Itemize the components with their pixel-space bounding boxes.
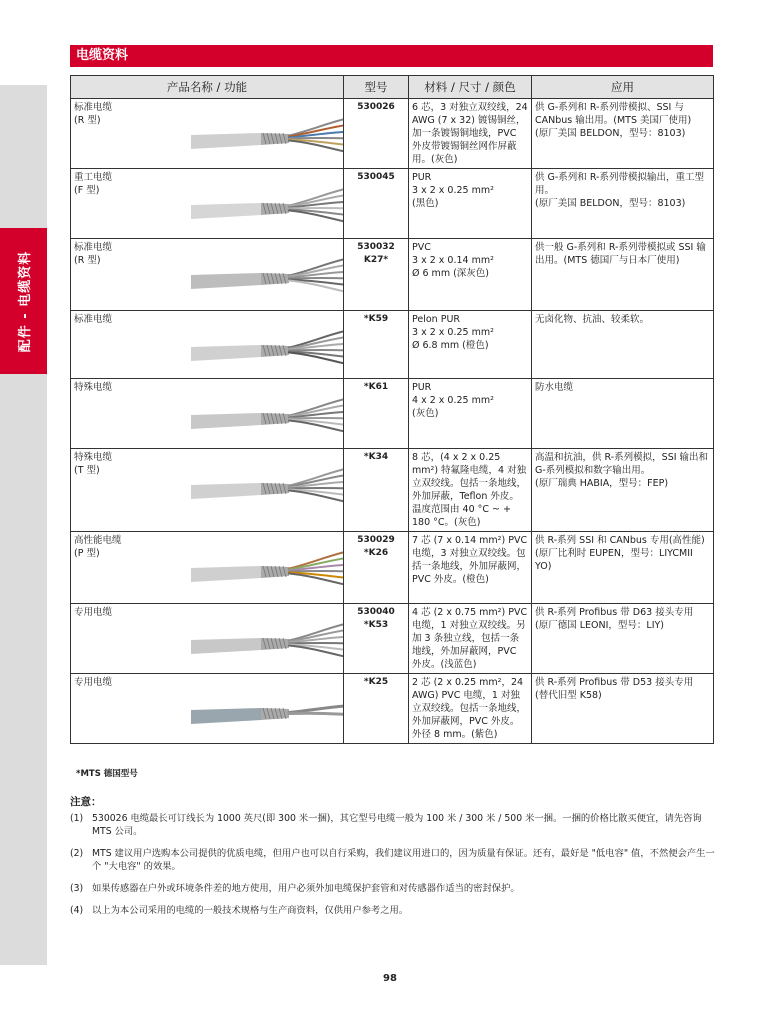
cable-name-cell (71, 604, 344, 674)
note-item (70, 812, 715, 838)
table-row (71, 532, 714, 604)
cable-material: 8 芯，(4 x 2 x 0.25 mm²) 特氟隆电缆，4 对独立双绞线。包括一条地线，外加屏蔽，Teflon 外皮。温度范围由 40 °C ~ + 180 °C。(灰色) (409, 449, 532, 532)
cable-name: 特殊电缆 (T 型) (74, 452, 113, 476)
table-row (71, 604, 714, 674)
cable-name-cell (71, 169, 344, 239)
cable-material: 6 芯，3 对独立双绞线，24 AWG (7 x 32) 镀锡铜丝，加一条镀锡铜地线，PVC 外皮带镀锡铜丝网作屏蔽用。(灰色) (409, 99, 532, 169)
cable-application: 供一般 G-系列和 R-系列带模拟或 SSI 输出用。(MTS 德国厂与日本厂使用) (532, 239, 714, 311)
cable-model: *K25 (344, 674, 409, 744)
cable-name-cell (71, 532, 344, 604)
table-row (71, 239, 714, 311)
cable-name: 标准电缆 (74, 314, 113, 325)
note-text: MTS 建议用户选购本公司提供的优质电缆，但用户也可以自行采购，我们建议用进口的，因为质量有保证。还有，最好是 "低电容" 值，不然便会产生一个 "大电容" 的效果。 (92, 848, 715, 872)
table-row (71, 311, 714, 379)
table-row (71, 674, 714, 744)
cable-application: 无卤化物、抗油、较柔软。 (532, 311, 714, 379)
cable-model: 530029 *K26 (344, 532, 409, 604)
cable-name: 标准电缆 (R 型) (74, 242, 113, 266)
section-title: 电缆资料 (70, 45, 713, 67)
header-material: 材料 / 尺寸 / 颜色 (409, 76, 532, 99)
note-item (70, 882, 715, 895)
side-tab-label: 配件 - 电缆资料 (18, 250, 34, 352)
header-model: 型号 (344, 76, 409, 99)
header-name: 产品名称 / 功能 (71, 76, 344, 99)
cable-material: PUR 3 x 2 x 0.25 mm² (黑色) (409, 169, 532, 239)
cable-material: 7 芯 (7 x 0.14 mm²) PVC 电缆，3 对独立双绞线。包括一条地线，外加屏蔽网，PVC 外皮。(橙色) (409, 532, 532, 604)
cable-name: 高性能电缆 (P 型) (74, 535, 122, 559)
cable-name-cell (71, 239, 344, 311)
cable-model: 530040 *K53 (344, 604, 409, 674)
cable-model: *K34 (344, 449, 409, 532)
table-row (71, 449, 714, 532)
note-number: (2) (70, 848, 84, 859)
side-strip (0, 85, 47, 965)
notes-list (70, 812, 715, 926)
cable-name: 专用电缆 (74, 677, 113, 688)
cable-name: 特殊电缆 (74, 382, 113, 393)
cable-name-cell (71, 674, 344, 744)
table-row (71, 169, 714, 239)
note-number: (1) (70, 813, 84, 824)
cable-name-cell (71, 379, 344, 449)
cable-model: *K59 (344, 311, 409, 379)
cable-table (70, 75, 714, 744)
cable-name: 重工电缆 (F 型) (74, 172, 113, 196)
table-row (71, 379, 714, 449)
cable-name-cell (71, 311, 344, 379)
cable-application: 供 R-系列 Profibus 带 D53 接头专用 (替代旧型 K58) (532, 674, 714, 744)
cable-application: 供 R-系列 Profibus 带 D63 接头专用 (原厂德国 LEONI，型号：LIY) (532, 604, 714, 674)
header-application: 应用 (532, 76, 714, 99)
note-item (70, 847, 715, 873)
cable-application: 高温和抗油，供 R-系列模拟，SSI 输出和 G-系列模拟和数字输出用。 (原厂瑞典 HABIA，型号：FEP) (532, 449, 714, 532)
cable-application: 供 G-系列和 R-系列带模拟、SSI 与 CANbus 输出用。(MTS 美国厂使用) (原厂美国 BELDON，型号：8103) (532, 99, 714, 169)
page-number: 98 (383, 973, 397, 984)
cable-application: 供 G-系列和 R-系列带模拟输出，重工型用。 (原厂美国 BELDON，型号：8103) (532, 169, 714, 239)
note-number: (4) (70, 905, 84, 916)
cable-material: 4 芯 (2 x 0.75 mm²) PVC 电缆，1 对独立双绞线。另加 3 条独立线，包括一条地线，外加屏蔽网，PVC 外皮。(浅蓝色) (409, 604, 532, 674)
cable-model: 530045 (344, 169, 409, 239)
cable-model: *K61 (344, 379, 409, 449)
note-text: 以上为本公司采用的电缆的一般技术规格与生产商资料，仅供用户参考之用。 (92, 905, 409, 916)
note-number: (3) (70, 883, 84, 894)
cable-model: 530032 K27* (344, 239, 409, 311)
table-header-row (71, 76, 714, 99)
footnote: *MTS 德国型号 (76, 769, 138, 779)
cable-name-cell (71, 449, 344, 532)
note-text: 如果传感器在户外或环境条件差的地方使用，用户必须外加电缆保护套管和对传感器作适当的密封保护。 (92, 883, 520, 894)
note-item (70, 904, 715, 917)
cable-application: 防水电缆 (532, 379, 714, 449)
cable-name: 专用电缆 (74, 607, 113, 618)
cable-material: PUR 4 x 2 x 0.25 mm² (灰色) (409, 379, 532, 449)
cable-name: 标准电缆 (R 型) (74, 102, 113, 126)
cable-material: 2 芯 (2 x 0.25 mm²，24 AWG) PVC 电缆，1 对独立双绞线。包括一条地线，外加屏蔽网，PVC 外皮。外径 8 mm。(紫色) (409, 674, 532, 744)
table-row (71, 99, 714, 169)
notes-title: 注意： (70, 796, 102, 808)
cable-material: Pelon PUR 3 x 2 x 0.25 mm² Ø 6.8 mm (橙色) (409, 311, 532, 379)
cable-model: 530026 (344, 99, 409, 169)
cable-material: PVC 3 x 2 x 0.14 mm² Ø 6 mm (深灰色) (409, 239, 532, 311)
note-text: 530026 电缆最长可订线长为 1000 英尺(即 300 米一捆)，其它型号电缆一般为 100 米 / 300 米 / 500 米一捆。一捆的价格比散买便宜，请先咨询 MTS 公司。 (92, 813, 702, 837)
side-tab (0, 228, 47, 374)
cable-application: 供 R-系列 SSI 和 CANbus 专用(高性能) (原厂比利时 EUPEN，型号：LIYCMII YO) (532, 532, 714, 604)
cable-name-cell (71, 99, 344, 169)
